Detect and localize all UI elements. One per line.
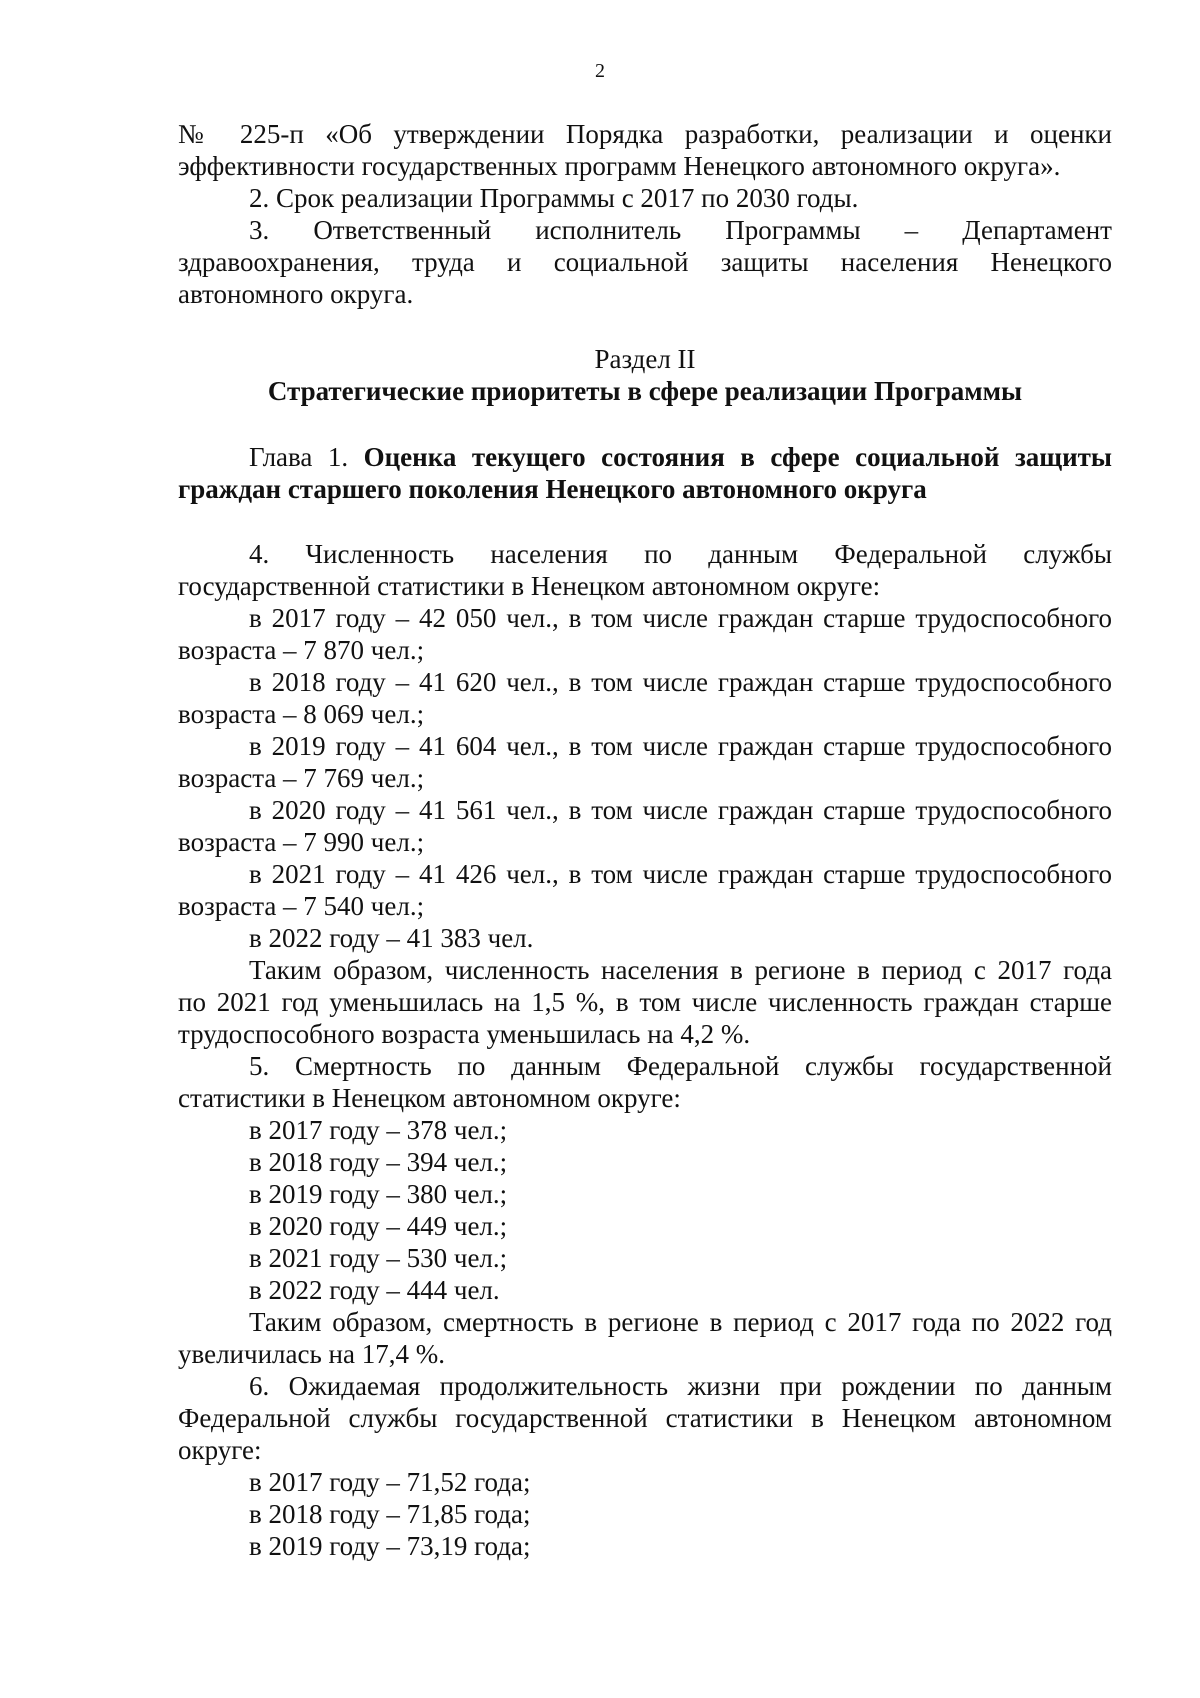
- intro-line-1: № 225-п «Об утверждении Порядка разработки, реализации и оценки: [178, 119, 1112, 149]
- chapter-title-part-1: Оценка текущего состояния в сфере социальной защиты: [363, 442, 1112, 472]
- page-number: 2: [595, 60, 605, 82]
- paragraph-6-line-1: 6. Ожидаемая продолжительность жизни при рождении по данным: [249, 1371, 1112, 1401]
- population-2018: в 2018 году – 41 620 чел., в том числе граждан старше трудоспособного: [249, 667, 1112, 697]
- life-expectancy-2017: в 2017 году – 71,52 года;: [249, 1467, 531, 1497]
- population-2019: в 2019 году – 41 604 чел., в том числе граждан старше трудоспособного: [249, 731, 1112, 761]
- chapter-prefix: Глава 1.: [249, 442, 364, 472]
- paragraph-4-line-2: государственной статистики в Ненецком автономном округе:: [178, 571, 881, 601]
- chapter-heading-line-1: [178, 441, 1112, 473]
- section-title: Стратегические приоритеты в сфере реализации Программы: [267, 376, 1023, 406]
- chapter-title-line-2: граждан старшего поколения Ненецкого автономного округа: [178, 474, 927, 504]
- population-summary-line-2: по 2021 год уменьшилась на 1,5 %, в том числе численность граждан старше: [178, 987, 1112, 1017]
- population-summary-line-3: трудоспособного возраста уменьшилась на 4,2 %.: [178, 1019, 751, 1049]
- paragraph-6-line-2: Федеральной службы государственной статистики в Ненецком автономном: [178, 1403, 1112, 1433]
- paragraph-3-line-3: автономного округа.: [178, 279, 414, 309]
- population-2021-elderly: возраста – 7 540 чел.;: [178, 891, 425, 921]
- mortality-2022: в 2022 году – 444 чел.: [249, 1275, 500, 1305]
- population-2017: в 2017 году – 42 050 чел., в том числе граждан старше трудоспособного: [249, 603, 1112, 633]
- population-2018-elderly: возраста – 8 069 чел.;: [178, 699, 425, 729]
- mortality-2018: в 2018 году – 394 чел.;: [249, 1147, 508, 1177]
- population-2022: в 2022 году – 41 383 чел.: [249, 923, 534, 953]
- intro-line-2: эффективности государственных программ Ненецкого автономного округа».: [178, 151, 1061, 181]
- paragraph-6-line-3: округе:: [178, 1435, 262, 1465]
- paragraph-3-line-2: здравоохранения, труда и социальной защиты населения Ненецкого: [178, 247, 1112, 277]
- life-expectancy-2019: в 2019 году – 73,19 года;: [249, 1531, 531, 1561]
- paragraph-2: 2. Срок реализации Программы с 2017 по 2030 годы.: [249, 183, 859, 213]
- population-2017-elderly: возраста – 7 870 чел.;: [178, 635, 425, 665]
- mortality-summary-line-1: Таким образом, смертность в регионе в период с 2017 года по 2022 год: [249, 1307, 1112, 1337]
- mortality-2021: в 2021 году – 530 чел.;: [249, 1243, 508, 1273]
- mortality-2020: в 2020 году – 449 чел.;: [249, 1211, 508, 1241]
- paragraph-3-line-1: 3. Ответственный исполнитель Программы – Департамент: [249, 215, 1112, 245]
- paragraph-4-line-1: 4. Численность населения по данным Федеральной службы: [249, 539, 1112, 569]
- paragraph-5-line-1: 5. Смертность по данным Федеральной службы государственной: [249, 1051, 1112, 1081]
- mortality-2017: в 2017 году – 378 чел.;: [249, 1115, 508, 1145]
- mortality-2019: в 2019 году – 380 чел.;: [249, 1179, 508, 1209]
- population-2020: в 2020 году – 41 561 чел., в том числе граждан старше трудоспособного: [249, 795, 1112, 825]
- life-expectancy-2018: в 2018 году – 71,85 года;: [249, 1499, 531, 1529]
- population-summary-line-1: Таким образом, численность населения в регионе в период с 2017 года: [249, 955, 1112, 985]
- mortality-summary-line-2: увеличилась на 17,4 %.: [178, 1339, 445, 1369]
- document-body: [178, 118, 1112, 1562]
- population-2020-elderly: возраста – 7 990 чел.;: [178, 827, 425, 857]
- paragraph-5-line-2: статистики в Ненецком автономном округе:: [178, 1083, 681, 1113]
- section-label: Раздел II: [594, 344, 696, 374]
- population-2019-elderly: возраста – 7 769 чел.;: [178, 763, 425, 793]
- population-2021: в 2021 году – 41 426 чел., в том числе граждан старше трудоспособного: [249, 859, 1112, 889]
